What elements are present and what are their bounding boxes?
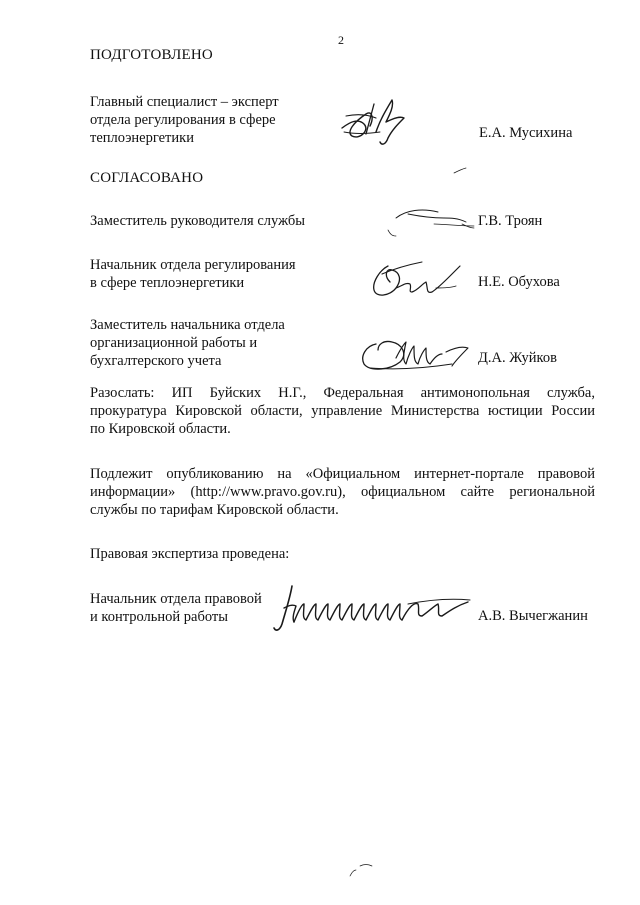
page-number: 2 xyxy=(338,33,344,47)
prepared-name: Е.А. Мусихина xyxy=(479,125,573,141)
publication-paragraph xyxy=(90,465,595,519)
legal-review-statement: Правовая экспертиза проведена: xyxy=(90,546,290,562)
agreed-signer-2-position-line: в сфере теплоэнергетики xyxy=(90,275,245,291)
distribution-line: по Кировской области. xyxy=(90,421,231,437)
prepared-position-line: отдела регулирования в сфере xyxy=(90,112,276,128)
agreed-signer-3-position-line: Заместитель начальника отдела xyxy=(90,317,285,333)
agreed-signer-3-position-line: бухгалтерского учета xyxy=(90,353,222,369)
signature-obukhova xyxy=(366,258,466,302)
agreed-heading: СОГЛАСОВАНО xyxy=(90,170,204,186)
publication-line: Подлежит опубликованию на «Официальном интернет-портале правовой xyxy=(90,466,595,482)
agreed-signer-1-name: Г.В. Троян xyxy=(478,213,543,229)
agreed-signer-1-position: Заместитель руководителя службы xyxy=(90,213,306,229)
distribution-paragraph xyxy=(90,384,595,438)
legal-review-position xyxy=(90,590,262,626)
distribution-line: прокуратура Кировской области, управление Министерства юстиции России xyxy=(90,403,595,419)
signature-troyan xyxy=(378,196,480,242)
pen-mark xyxy=(452,166,468,176)
agreed-signer-3-name: Д.А. Жуйков xyxy=(478,350,557,366)
signature-musikhina xyxy=(336,92,416,150)
publication-line: информации» (http://www.pravo.gov.ru), официальном сайте региональной xyxy=(90,484,595,500)
prepared-heading: ПОДГОТОВЛЕНО xyxy=(90,47,213,63)
agreed-signer-2-name: Н.Е. Обухова xyxy=(478,274,560,290)
prepared-position xyxy=(90,93,279,147)
distribution-line: Разослать: ИП Буйских Н.Г., Федеральная антимонопольная служба, xyxy=(90,385,595,401)
agreed-signer-3-position xyxy=(90,316,285,370)
legal-review-position-line: и контрольной работы xyxy=(90,609,228,625)
prepared-position-line: теплоэнергетики xyxy=(90,130,194,146)
legal-review-name: А.В. Вычегжанин xyxy=(478,608,588,624)
prepared-position-line: Главный специалист – эксперт xyxy=(90,94,279,110)
agreed-signer-2-position-line: Начальник отдела регулирования xyxy=(90,257,296,273)
signature-zhuikov xyxy=(356,332,474,378)
agreed-signer-2-position xyxy=(90,256,296,292)
scan-mark xyxy=(346,858,376,880)
signature-vychegzhanin xyxy=(268,582,474,634)
agreed-signer-3-position-line: организационной работы и xyxy=(90,335,258,351)
legal-review-position-line: Начальник отдела правовой xyxy=(90,591,262,607)
publication-line: службы по тарифам Кировской области. xyxy=(90,502,339,518)
